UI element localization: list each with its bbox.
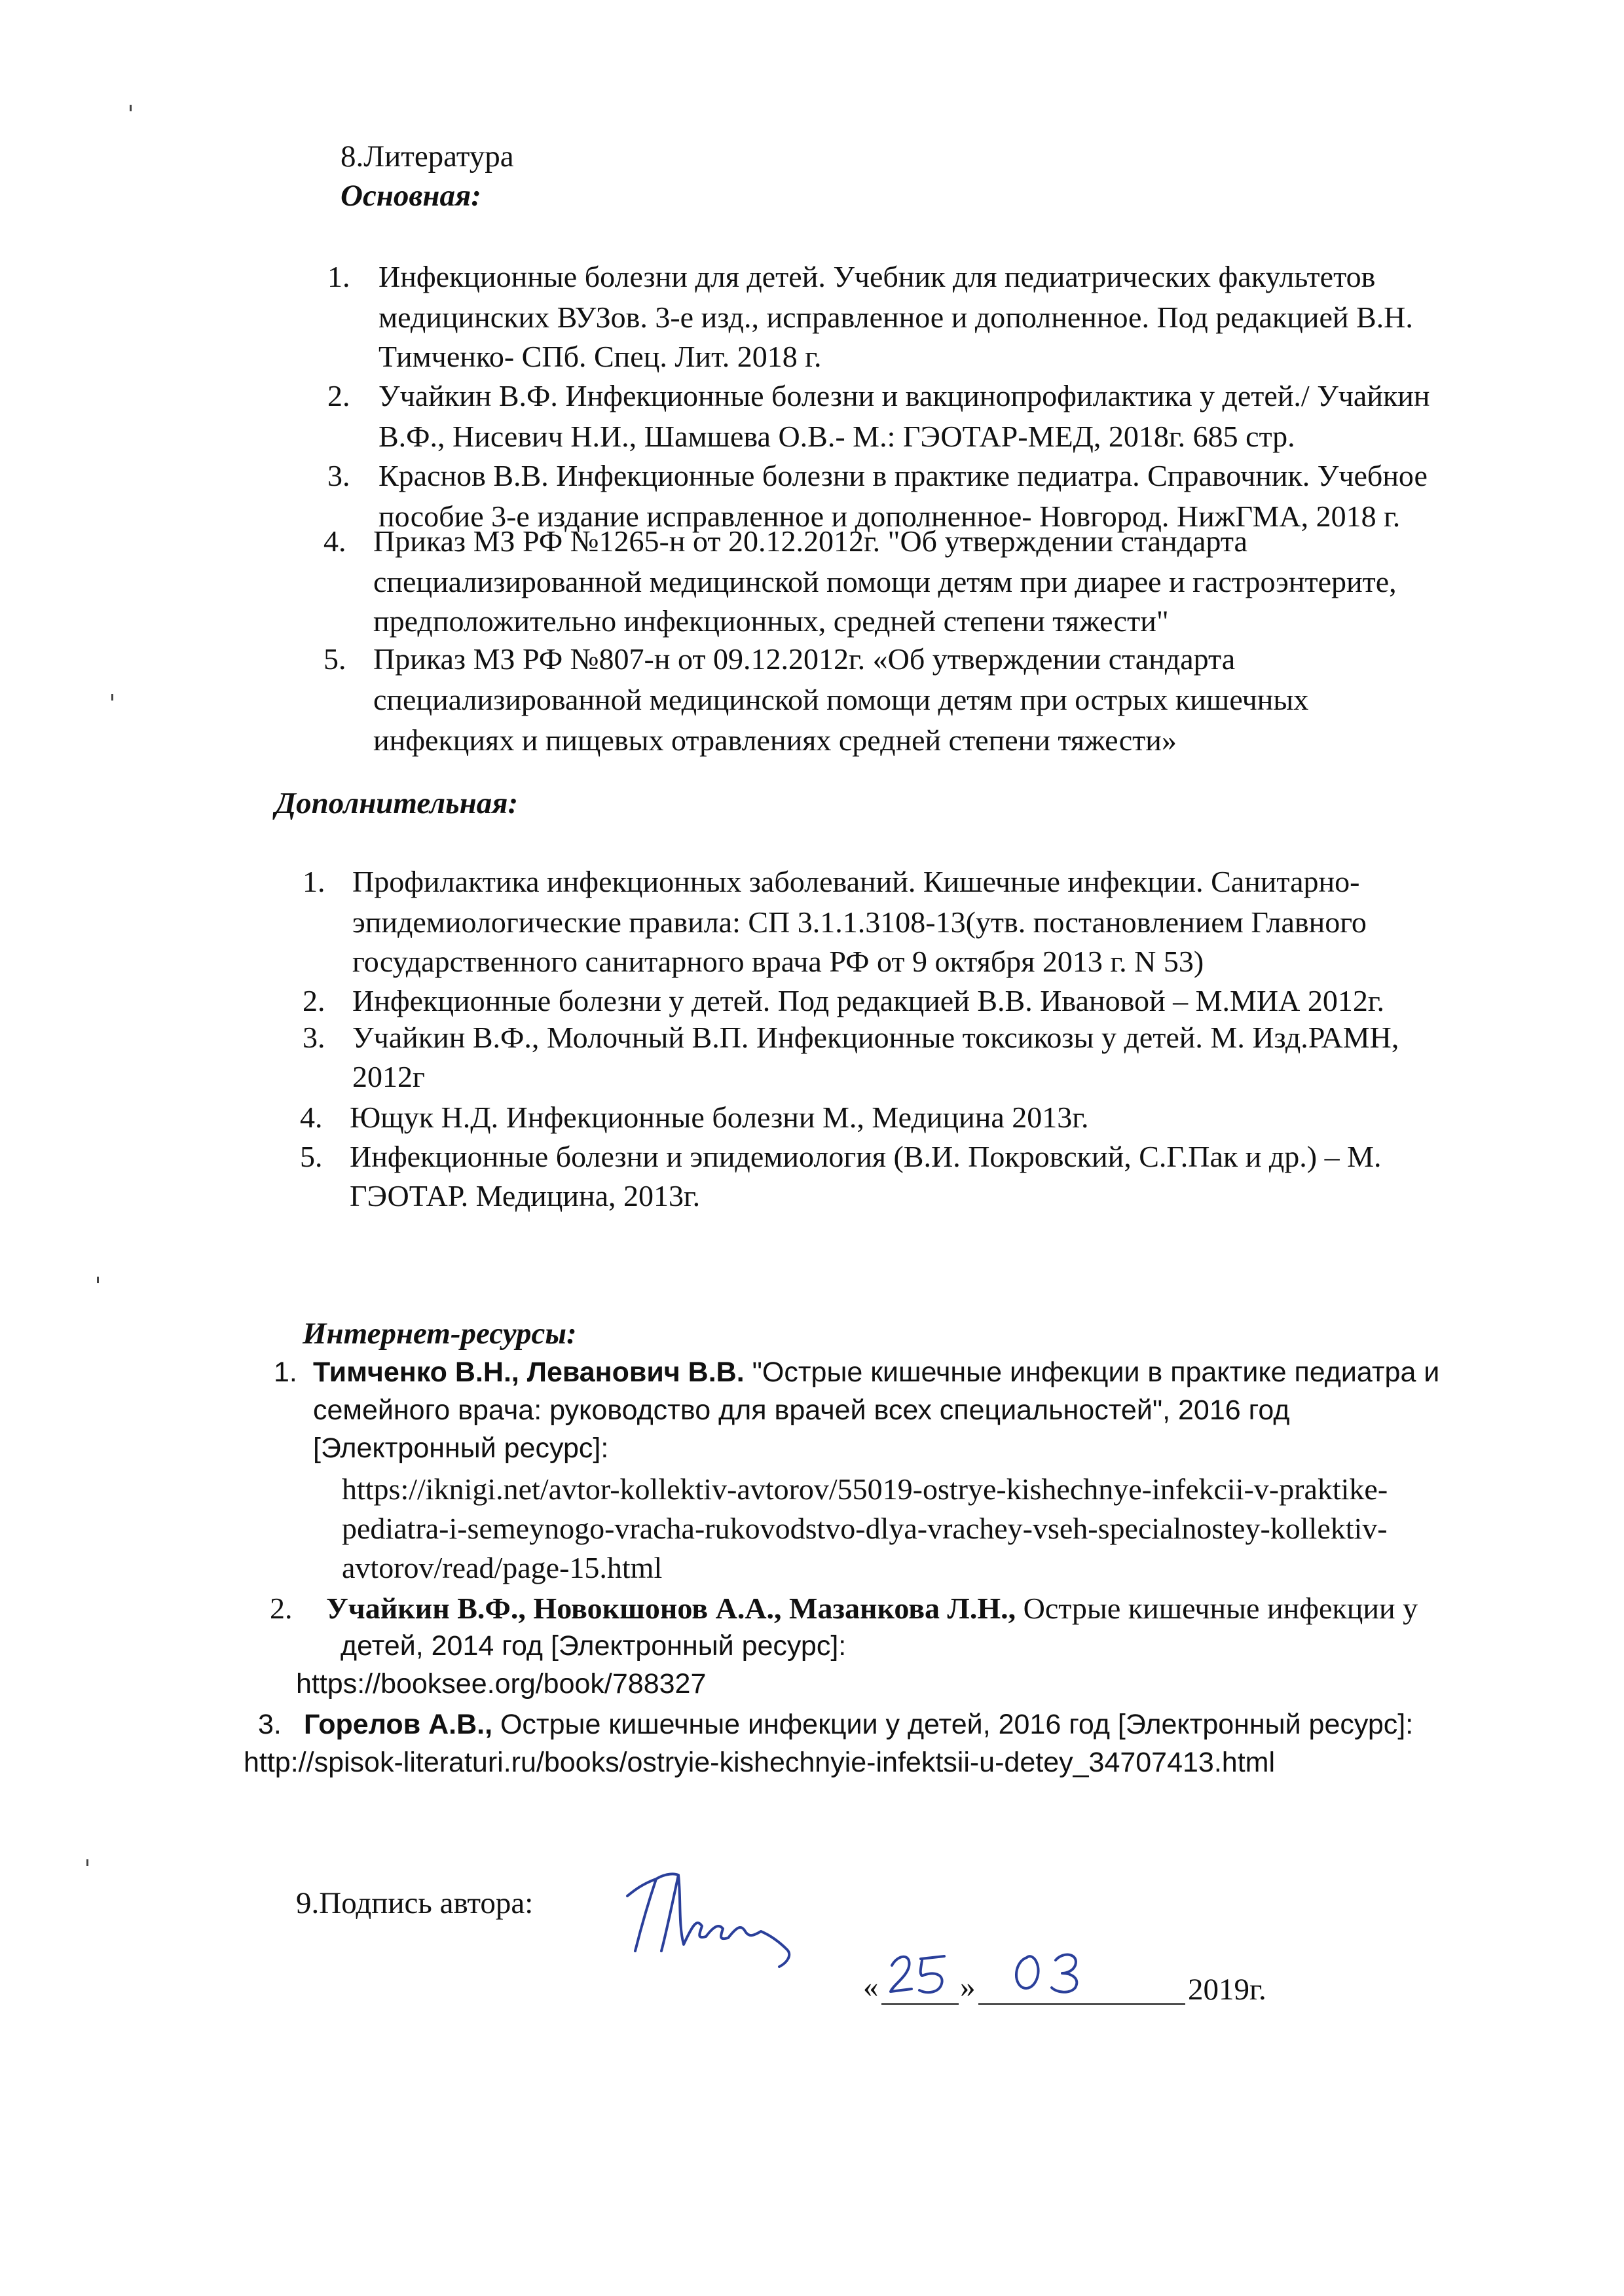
additional-item-1-line-1: Профилактика инфекционных заболеваний. Кишечные инфекции. Санитарно-	[352, 865, 1360, 898]
main-item-5-line-1: Приказ МЗ РФ №807-н от 09.12.2012г. «Об утверждении стандарта	[373, 642, 1236, 676]
additional-item-3-line-2: 2012г	[352, 1060, 425, 1093]
internet-item-1-url-1[interactable]: https://iknigi.net/avtor-kollektiv-avtorov/55019-ostrye-kishechnye-infekcii-v-praktike-	[342, 1472, 1388, 1506]
internet-item-3-number: 3.	[258, 1709, 282, 1740]
main-item-1-line-3: Тимченко- СПб. Спец. Лит. 2018 г.	[378, 340, 822, 373]
internet-item-2-authors: Учайкин В.Ф., Новокшонов А.А., Мазанкова Л.Н.,	[326, 1592, 1016, 1625]
internet-item-2-line-1	[326, 1591, 1418, 1626]
additional-item-5-number: 5.	[300, 1140, 323, 1173]
main-item-4-line-3: предположительно инфекционных, средней степени тяжести"	[373, 604, 1169, 638]
additional-literature-heading: Дополнительная:	[275, 786, 519, 820]
internet-resources-heading: Интернет-ресурсы:	[303, 1317, 577, 1351]
additional-item-3-line-1: Учайкин В.Ф., Молочный В.П. Инфекционные токсикозы у детей. М. Изд.РАМН,	[352, 1021, 1399, 1054]
handwritten-month	[1007, 1942, 1105, 2001]
section-title: 8.Литература	[341, 139, 514, 173]
internet-item-2-url[interactable]: https://booksee.org/book/788327	[296, 1668, 707, 1700]
internet-item-1-title-part: "Острые кишечные инфекции в практике педиатра и	[744, 1357, 1440, 1388]
additional-item-2-line-1: Инфекционные болезни у детей. Под редакцией В.В. Ивановой – М.МИА 2012г.	[352, 984, 1385, 1017]
main-item-3-number: 3.	[327, 459, 350, 492]
scan-speck	[86, 1859, 88, 1866]
additional-item-4-line-1: Ющук Н.Д. Инфекционные болезни М., Медицина 2013г.	[350, 1101, 1089, 1134]
internet-item-3-url[interactable]: http://spisok-literaturi.ru/books/ostryie-kishechnyie-infektsii-u-detey_34707413.html	[244, 1747, 1276, 1778]
internet-item-1-line-1	[313, 1357, 1439, 1389]
main-item-3-line-2: пособие 3-е издание исправленное и дополненное- Новгород. НижГМА, 2018 г.	[378, 500, 1401, 533]
additional-item-3-number: 3.	[303, 1021, 325, 1054]
internet-item-1-url-2[interactable]: pediatra-i-semeynogo-vracha-rukovodstvo-dlya-vrachey-vseh-specialnostey-kollektiv-	[342, 1512, 1388, 1545]
internet-item-2-number: 2.	[270, 1592, 293, 1625]
main-item-5-line-3: инфекциях и пищевых отравлениях средней степени тяжести»	[373, 723, 1177, 757]
scan-speck	[130, 105, 132, 111]
additional-item-2-number: 2.	[303, 984, 325, 1017]
internet-item-1-url-3[interactable]: avtorov/read/page-15.html	[342, 1551, 663, 1584]
internet-item-3-authors: Горелов А.В.,	[304, 1709, 493, 1740]
internet-item-2-line-2: детей, 2014 год [Электронный ресурс]:	[341, 1630, 847, 1662]
internet-item-3-title-part: Острые кишечные инфекции у детей, 2016 год [Электронный ресурс]:	[492, 1709, 1414, 1740]
internet-item-1-number: 1.	[274, 1357, 297, 1388]
main-item-2-line-1: Учайкин В.Ф. Инфекционные болезни и вакцинопрофилактика у детей./ Учайкин	[378, 379, 1430, 412]
date-month-blank	[978, 2003, 1185, 2005]
additional-item-1-line-2: эпидемиологические правила: СП 3.1.1.3108-13(утв. постановлением Главного	[352, 905, 1367, 939]
main-item-3-line-1: Краснов В.В. Инфекционные болезни в практике педиатра. Справочник. Учебное	[378, 459, 1428, 492]
internet-item-1-line-2: семейного врача: руководство для врачей всех специальностей", 2016 год	[313, 1394, 1290, 1426]
internet-item-3-line-1	[304, 1709, 1413, 1741]
additional-item-5-line-2: ГЭОТАР. Медицина, 2013г.	[350, 1179, 701, 1212]
additional-item-4-number: 4.	[300, 1101, 323, 1134]
date-year: 2019г.	[1188, 1973, 1266, 2007]
main-item-5-line-2: специализированной медицинской помощи детям при острых кишечных	[373, 683, 1309, 716]
main-item-4-line-2: специализированной медицинской помощи детям при диарее и гастроэнтерите,	[373, 565, 1397, 598]
internet-item-1-authors: Тимченко В.Н., Леванович В.В.	[313, 1357, 745, 1388]
main-item-1-line-1: Инфекционные болезни для детей. Учебник для педиатрических факультетов	[378, 260, 1376, 293]
internet-item-2-title-part: Острые кишечные инфекции у	[1016, 1592, 1418, 1625]
main-item-1-line-2: медицинских ВУЗов. 3-е изд., исправленное и дополненное. Под редакцией В.Н.	[378, 301, 1413, 334]
date-close-quote: »	[960, 1970, 976, 2004]
handwritten-day	[885, 1946, 957, 2005]
main-item-1-number: 1.	[327, 260, 350, 293]
additional-item-5-line-1: Инфекционные болезни и эпидемиология (В.И. Покровский, С.Г.Пак и др.) – М.	[350, 1140, 1382, 1173]
main-item-2-number: 2.	[327, 379, 350, 412]
main-item-5-number: 5.	[323, 642, 346, 676]
scan-speck	[111, 694, 113, 701]
main-item-4-line-1: Приказ МЗ РФ №1265-н от 20.12.2012г. "Об утверждении стандарта	[373, 524, 1247, 558]
additional-item-1-line-3: государственного санитарного врача РФ от 9 октября 2013 г. N 53)	[352, 945, 1204, 978]
main-item-2-line-2: В.Ф., Нисевич Н.И., Шамшева О.В.- М.: ГЭОТАР-МЕД, 2018г. 685 стр.	[378, 420, 1295, 453]
signature-label: 9.Подпись автора:	[296, 1886, 534, 1920]
date-open-quote: «	[863, 1970, 879, 2004]
main-literature-heading: Основная:	[341, 179, 481, 213]
handwritten-signature	[616, 1853, 851, 1984]
internet-item-1-line-3: [Электронный ресурс]:	[313, 1432, 609, 1464]
additional-item-1-number: 1.	[303, 865, 325, 898]
scan-speck	[97, 1277, 99, 1283]
main-item-4-number: 4.	[323, 524, 346, 558]
